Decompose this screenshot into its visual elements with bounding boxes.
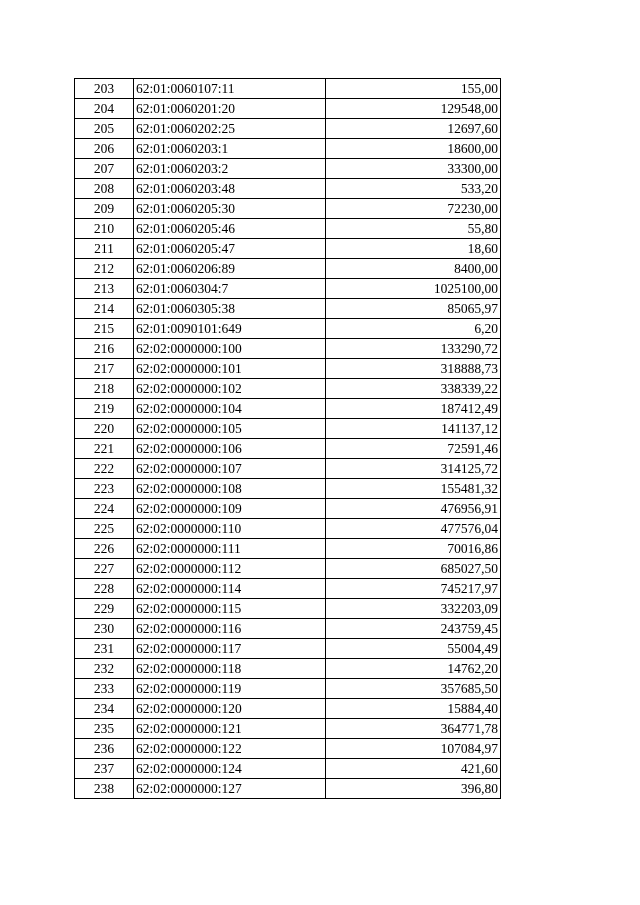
value-cell: 685027,50 <box>326 559 501 579</box>
value-cell: 18600,00 <box>326 139 501 159</box>
cadastral-number-cell: 62:01:0060304:7 <box>134 279 326 299</box>
value-cell: 477576,04 <box>326 519 501 539</box>
table-row <box>75 559 501 579</box>
table-row <box>75 619 501 639</box>
value-cell: 72230,00 <box>326 199 501 219</box>
row-number-cell: 207 <box>75 159 134 179</box>
cadastral-number-cell: 62:02:0000000:104 <box>134 399 326 419</box>
value-cell: 318888,73 <box>326 359 501 379</box>
value-cell: 129548,00 <box>326 99 501 119</box>
table-row <box>75 699 501 719</box>
row-number-cell: 218 <box>75 379 134 399</box>
value-cell: 314125,72 <box>326 459 501 479</box>
value-cell: 6,20 <box>326 319 501 339</box>
table-row <box>75 99 501 119</box>
value-cell: 18,60 <box>326 239 501 259</box>
row-number-cell: 209 <box>75 199 134 219</box>
value-cell: 70016,86 <box>326 539 501 559</box>
table-row <box>75 579 501 599</box>
cadastral-number-cell: 62:02:0000000:120 <box>134 699 326 719</box>
value-cell: 85065,97 <box>326 299 501 319</box>
table-row <box>75 239 501 259</box>
table-row <box>75 339 501 359</box>
cadastral-number-cell: 62:01:0060201:20 <box>134 99 326 119</box>
table-row <box>75 159 501 179</box>
table-row <box>75 299 501 319</box>
table-row <box>75 79 501 99</box>
cadastral-number-cell: 62:01:0060206:89 <box>134 259 326 279</box>
value-cell: 476956,91 <box>326 499 501 519</box>
value-cell: 155,00 <box>326 79 501 99</box>
row-number-cell: 203 <box>75 79 134 99</box>
table-row <box>75 599 501 619</box>
row-number-cell: 225 <box>75 519 134 539</box>
row-number-cell: 231 <box>75 639 134 659</box>
value-cell: 55,80 <box>326 219 501 239</box>
row-number-cell: 211 <box>75 239 134 259</box>
row-number-cell: 219 <box>75 399 134 419</box>
cadastral-number-cell: 62:02:0000000:111 <box>134 539 326 559</box>
row-number-cell: 210 <box>75 219 134 239</box>
row-number-cell: 217 <box>75 359 134 379</box>
value-cell: 15884,40 <box>326 699 501 719</box>
row-number-cell: 215 <box>75 319 134 339</box>
cadastral-number-cell: 62:01:0090101:649 <box>134 319 326 339</box>
table-row <box>75 679 501 699</box>
cadastral-number-cell: 62:02:0000000:102 <box>134 379 326 399</box>
cadastral-number-cell: 62:02:0000000:112 <box>134 559 326 579</box>
value-cell: 364771,78 <box>326 719 501 739</box>
value-cell: 133290,72 <box>326 339 501 359</box>
cadastral-number-cell: 62:01:0060203:1 <box>134 139 326 159</box>
cadastral-number-cell: 62:02:0000000:109 <box>134 499 326 519</box>
value-cell: 107084,97 <box>326 739 501 759</box>
row-number-cell: 220 <box>75 419 134 439</box>
cadastral-number-cell: 62:02:0000000:118 <box>134 659 326 679</box>
row-number-cell: 216 <box>75 339 134 359</box>
row-number-cell: 236 <box>75 739 134 759</box>
cadastral-number-cell: 62:02:0000000:110 <box>134 519 326 539</box>
table-body <box>75 79 501 799</box>
table-row <box>75 359 501 379</box>
value-cell: 1025100,00 <box>326 279 501 299</box>
table-row <box>75 279 501 299</box>
cadastral-number-cell: 62:02:0000000:116 <box>134 619 326 639</box>
row-number-cell: 206 <box>75 139 134 159</box>
cadastral-number-cell: 62:01:0060203:2 <box>134 159 326 179</box>
value-cell: 14762,20 <box>326 659 501 679</box>
cadastral-number-cell: 62:02:0000000:107 <box>134 459 326 479</box>
cadastral-number-cell: 62:01:0060203:48 <box>134 179 326 199</box>
row-number-cell: 229 <box>75 599 134 619</box>
table-row <box>75 419 501 439</box>
cadastral-number-cell: 62:02:0000000:122 <box>134 739 326 759</box>
table-row <box>75 439 501 459</box>
value-cell: 55004,49 <box>326 639 501 659</box>
table-row <box>75 119 501 139</box>
table-row <box>75 719 501 739</box>
cadastral-number-cell: 62:02:0000000:108 <box>134 479 326 499</box>
table-row <box>75 639 501 659</box>
table-row <box>75 319 501 339</box>
cadastral-number-cell: 62:02:0000000:119 <box>134 679 326 699</box>
cadastral-number-cell: 62:02:0000000:106 <box>134 439 326 459</box>
cadastral-number-cell: 62:02:0000000:127 <box>134 779 326 799</box>
value-cell: 141137,12 <box>326 419 501 439</box>
row-number-cell: 224 <box>75 499 134 519</box>
row-number-cell: 222 <box>75 459 134 479</box>
cadastral-number-cell: 62:01:0060202:25 <box>134 119 326 139</box>
cadastral-number-cell: 62:02:0000000:124 <box>134 759 326 779</box>
cadastral-number-cell: 62:02:0000000:114 <box>134 579 326 599</box>
table-row <box>75 199 501 219</box>
value-cell: 396,80 <box>326 779 501 799</box>
cadastral-number-cell: 62:01:0060205:30 <box>134 199 326 219</box>
value-cell: 8400,00 <box>326 259 501 279</box>
row-number-cell: 227 <box>75 559 134 579</box>
row-number-cell: 213 <box>75 279 134 299</box>
table-row <box>75 259 501 279</box>
cadastral-number-cell: 62:02:0000000:101 <box>134 359 326 379</box>
row-number-cell: 232 <box>75 659 134 679</box>
cadastral-number-cell: 62:02:0000000:121 <box>134 719 326 739</box>
table-row <box>75 459 501 479</box>
value-cell: 745217,97 <box>326 579 501 599</box>
row-number-cell: 230 <box>75 619 134 639</box>
cadastral-number-cell: 62:01:0060107:11 <box>134 79 326 99</box>
table-row <box>75 379 501 399</box>
table-row <box>75 759 501 779</box>
row-number-cell: 238 <box>75 779 134 799</box>
table-row <box>75 779 501 799</box>
row-number-cell: 221 <box>75 439 134 459</box>
table-row <box>75 659 501 679</box>
value-cell: 533,20 <box>326 179 501 199</box>
table-row <box>75 179 501 199</box>
cadastral-number-cell: 62:01:0060305:38 <box>134 299 326 319</box>
value-cell: 332203,09 <box>326 599 501 619</box>
row-number-cell: 212 <box>75 259 134 279</box>
cadastral-number-cell: 62:02:0000000:100 <box>134 339 326 359</box>
value-cell: 187412,49 <box>326 399 501 419</box>
table-row <box>75 499 501 519</box>
row-number-cell: 228 <box>75 579 134 599</box>
row-number-cell: 233 <box>75 679 134 699</box>
value-cell: 421,60 <box>326 759 501 779</box>
table-row <box>75 399 501 419</box>
row-number-cell: 205 <box>75 119 134 139</box>
value-cell: 338339,22 <box>326 379 501 399</box>
value-cell: 357685,50 <box>326 679 501 699</box>
cadastral-number-cell: 62:01:0060205:46 <box>134 219 326 239</box>
row-number-cell: 235 <box>75 719 134 739</box>
data-table <box>74 78 501 799</box>
row-number-cell: 223 <box>75 479 134 499</box>
table-row <box>75 539 501 559</box>
cadastral-number-cell: 62:02:0000000:105 <box>134 419 326 439</box>
table-row <box>75 479 501 499</box>
row-number-cell: 237 <box>75 759 134 779</box>
row-number-cell: 204 <box>75 99 134 119</box>
value-cell: 155481,32 <box>326 479 501 499</box>
value-cell: 72591,46 <box>326 439 501 459</box>
cadastral-number-cell: 62:02:0000000:117 <box>134 639 326 659</box>
table-row <box>75 739 501 759</box>
cadastral-number-cell: 62:02:0000000:115 <box>134 599 326 619</box>
row-number-cell: 214 <box>75 299 134 319</box>
table-row <box>75 219 501 239</box>
table-row <box>75 139 501 159</box>
row-number-cell: 234 <box>75 699 134 719</box>
row-number-cell: 208 <box>75 179 134 199</box>
value-cell: 12697,60 <box>326 119 501 139</box>
value-cell: 243759,45 <box>326 619 501 639</box>
table-row <box>75 519 501 539</box>
cadastral-number-cell: 62:01:0060205:47 <box>134 239 326 259</box>
row-number-cell: 226 <box>75 539 134 559</box>
value-cell: 33300,00 <box>326 159 501 179</box>
